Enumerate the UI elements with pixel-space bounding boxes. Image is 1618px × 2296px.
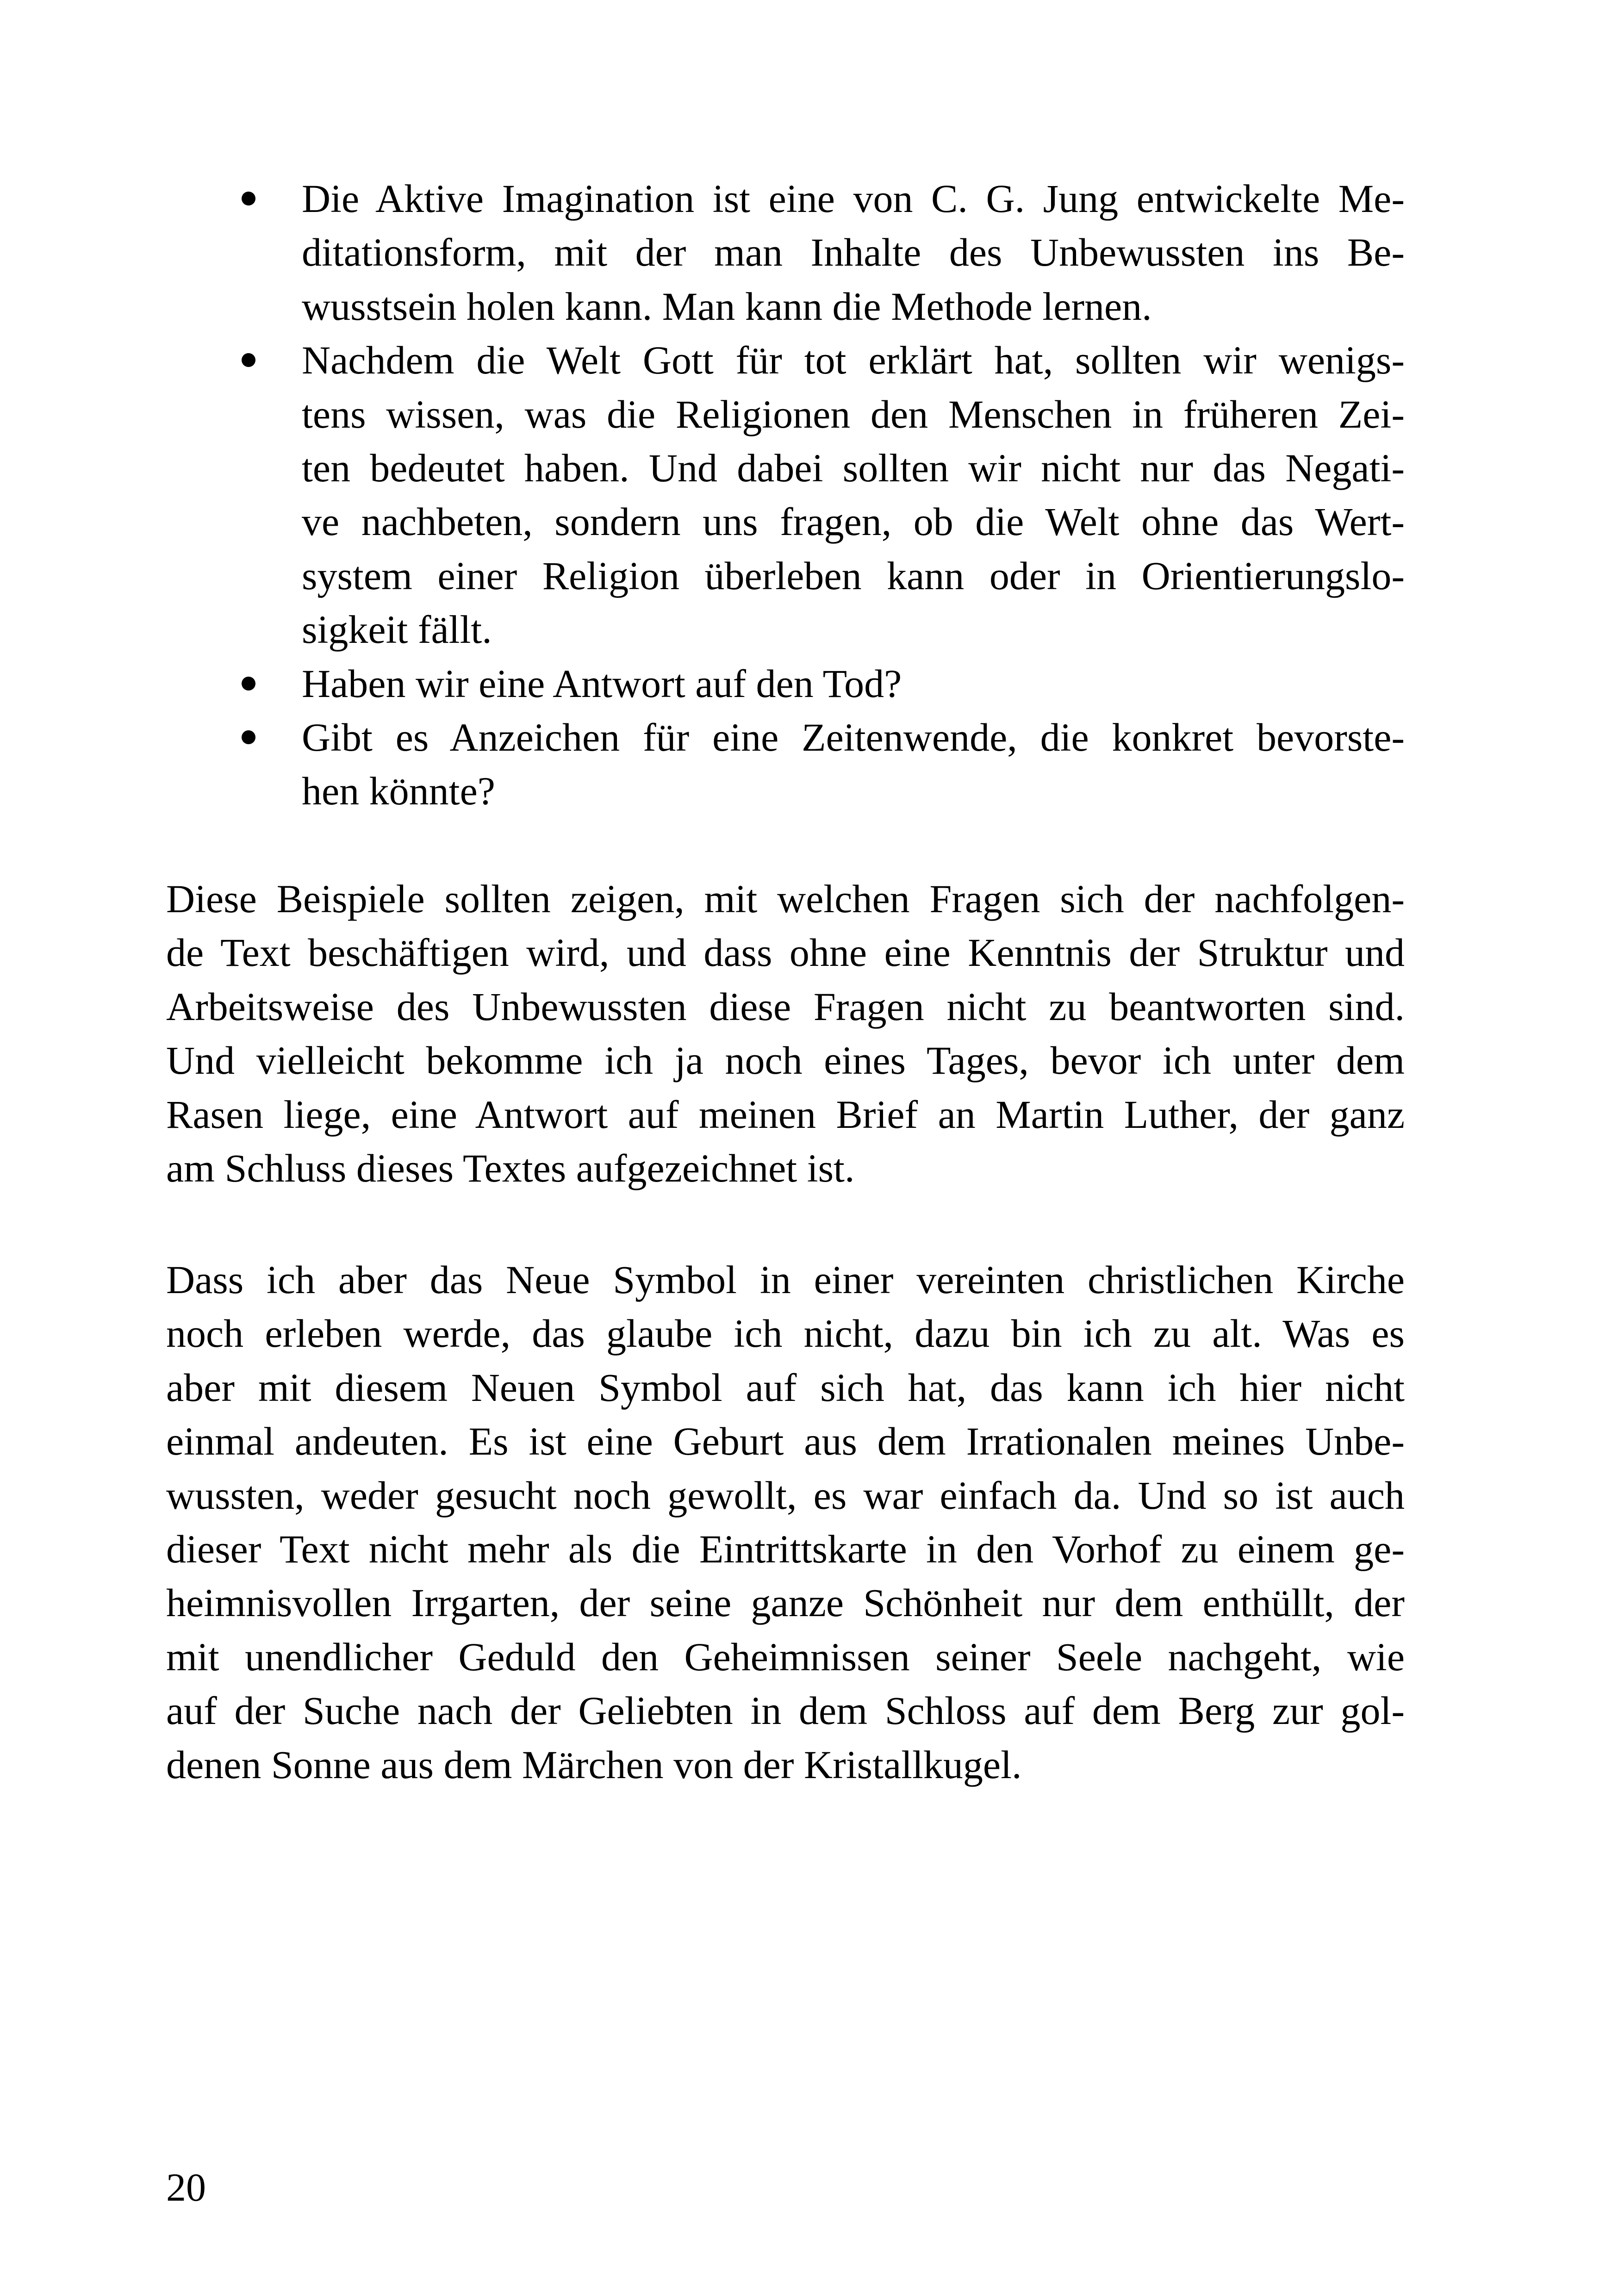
text-line: ve nachbeten, sondern uns fragen, ob die Welt ohne das Wert- <box>302 499 1405 544</box>
bullet-icon <box>242 353 255 367</box>
paragraph-1 <box>166 872 1405 1195</box>
text-line: sigkeit fällt. <box>302 607 492 652</box>
text-line: auf der Suche nach der Geliebten in dem Schloss auf dem Berg zur gol- <box>166 1688 1405 1733</box>
text-line: einmal andeuten. Es ist eine Geburt aus dem Irrationalen meines Unbe- <box>166 1419 1405 1464</box>
text-line: Arbeitsweise des Unbewussten diese Fragen nicht zu beantworten sind. <box>166 984 1405 1029</box>
text-line: aber mit diesem Neuen Symbol auf sich hat, das kann ich hier nicht <box>166 1365 1405 1410</box>
list-item <box>302 333 1405 656</box>
list-item <box>302 710 1405 818</box>
text-line: Haben wir eine Antwort auf den Tod? <box>302 661 902 706</box>
bullet-icon <box>242 192 255 205</box>
text-line: Nachdem die Welt Gott für tot erklärt hat, sollten wir wenigs- <box>302 338 1405 383</box>
text-line: heimnisvollen Irrgarten, der seine ganze Schönheit nur dem enthüllt, der <box>166 1580 1405 1625</box>
text-line: de Text beschäftigen wird, und dass ohne eine Kenntnis der Struktur und <box>166 930 1405 975</box>
list-item <box>302 657 1405 710</box>
bullet-icon <box>242 730 255 744</box>
text-line: Und vielleicht bekomme ich ja noch eines Tages, bevor ich unter dem <box>166 1038 1405 1083</box>
text-line: Dass ich aber das Neue Symbol in einer vereinten christlichen Kirche <box>166 1257 1405 1302</box>
text-line: system einer Religion überleben kann oder in Orientierungslo- <box>302 553 1405 598</box>
text-line: hen könnte? <box>302 769 495 814</box>
text-line: wussten, weder gesucht noch gewollt, es war einfach da. Und so ist auch <box>166 1473 1405 1518</box>
text-line: noch erleben werde, das glaube ich nicht, dazu bin ich zu alt. Was es <box>166 1311 1405 1356</box>
text-line: Diese Beispiele sollten zeigen, mit welchen Fragen sich der nachfolgen- <box>166 877 1405 921</box>
text-line: ten bedeutet haben. Und dabei sollten wir nicht nur das Negati- <box>302 445 1405 490</box>
list-item <box>302 172 1405 333</box>
text-line: denen Sonne aus dem Märchen von der Kristallkugel. <box>166 1742 1022 1787</box>
text-line: dieser Text nicht mehr als die Eintrittskarte in den Vorhof zu einem ge- <box>166 1526 1405 1571</box>
bullet-list <box>302 172 1405 818</box>
text-line: Rasen liege, eine Antwort auf meinen Brief an Martin Luther, der ganz <box>166 1092 1405 1137</box>
paragraph-2 <box>166 1253 1405 1792</box>
text-line: am Schluss dieses Textes aufgezeichnet ist. <box>166 1145 855 1190</box>
page-number: 20 <box>166 2165 206 2209</box>
text-line: wusstsein holen kann. Man kann die Methode lernen. <box>302 284 1152 329</box>
text-line: Die Aktive Imagination ist eine von C. G. Jung entwickelte Me- <box>302 176 1405 221</box>
text-line: Gibt es Anzeichen für eine Zeitenwende, die konkret bevorste- <box>302 715 1405 759</box>
text-line: ditationsform, mit der man Inhalte des Unbewussten ins Be- <box>302 230 1405 275</box>
text-line: mit unendlicher Geduld den Geheimnissen seiner Seele nachgeht, wie <box>166 1634 1405 1679</box>
text-line: tens wissen, was die Religionen den Menschen in früheren Zei- <box>302 392 1405 436</box>
bullet-icon <box>242 677 255 691</box>
